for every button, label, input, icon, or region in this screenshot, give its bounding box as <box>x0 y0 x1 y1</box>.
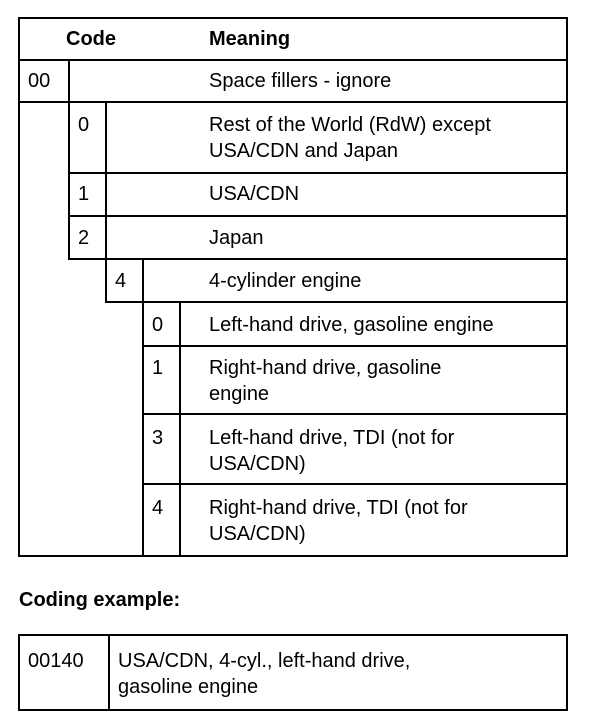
row-1-drive-meaning-line1: Right-hand drive, gasoline <box>209 357 442 379</box>
row-0-region-meaning-line1: Rest of the World (RdW) except <box>209 114 491 136</box>
example-meaning-line1: USA/CDN, 4-cyl., left-hand drive, <box>118 650 411 672</box>
rule-row-0-region <box>68 172 568 174</box>
rule-row-3-drive <box>142 483 568 485</box>
row-4-engine-code: 4 <box>115 270 127 292</box>
rule-row-4-engine <box>105 301 568 303</box>
row-4-drive-code: 4 <box>152 497 164 519</box>
row-0-drive-meaning: Left-hand drive, gasoline engine <box>209 314 494 336</box>
col-level-4 <box>179 301 181 557</box>
example-divider <box>108 634 110 711</box>
row-3-drive-code: 3 <box>152 427 164 449</box>
rule-row-1-region <box>68 215 568 217</box>
row-1-drive-code: 1 <box>152 357 164 379</box>
row-4-drive-meaning-line1: Right-hand drive, TDI (not for <box>209 497 468 519</box>
row-3-drive-meaning-line1: Left-hand drive, TDI (not for <box>209 427 455 449</box>
row-1-drive-meaning-line2: engine <box>209 383 270 405</box>
example-code: 00140 <box>28 650 84 672</box>
header-meaning: Meaning <box>209 28 291 50</box>
row-2-region-meaning: Japan <box>209 227 264 249</box>
col-level-1 <box>68 59 70 260</box>
col-level-3 <box>142 258 144 557</box>
col-level-2 <box>105 101 107 301</box>
row-1-region-meaning: USA/CDN <box>209 183 300 205</box>
row-00-meaning: Space fillers - ignore <box>209 70 392 92</box>
example-heading: Coding example: <box>19 589 181 611</box>
rule-row-00 <box>18 101 568 103</box>
row-4-engine-meaning: 4-cylinder engine <box>209 270 362 292</box>
row-3-drive-meaning-line2: USA/CDN) <box>209 453 306 475</box>
row-0-region-meaning-line2: USA/CDN and Japan <box>209 140 398 162</box>
row-1-region-code: 1 <box>78 183 90 205</box>
rule-header <box>18 59 568 61</box>
example-meaning-line2: gasoline engine <box>118 676 259 698</box>
row-2-region-code: 2 <box>78 227 90 249</box>
header-code: Code <box>66 28 116 50</box>
rule-row-0-drive <box>142 345 568 347</box>
row-0-drive-code: 0 <box>152 314 164 336</box>
row-0-region-code: 0 <box>78 114 90 136</box>
row-4-drive-meaning-line2: USA/CDN) <box>209 523 306 545</box>
row-00-code: 00 <box>28 70 51 92</box>
rule-row-1-drive <box>142 413 568 415</box>
